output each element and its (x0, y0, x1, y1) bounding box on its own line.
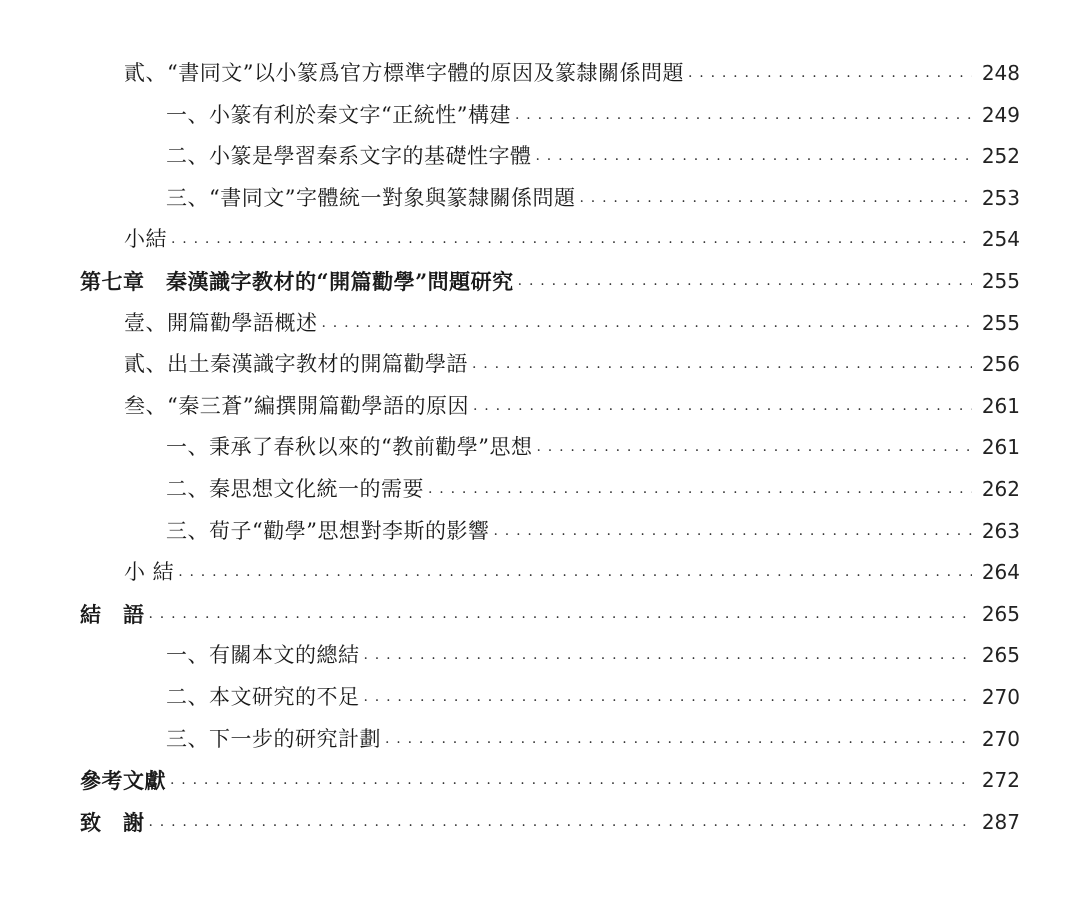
toc-chapter-entry[interactable] (0, 594, 1080, 636)
toc-entry-title: 二、本文研究的不足 (166, 684, 360, 709)
toc-entry-page: 263 (981, 518, 1020, 543)
dot-leader (515, 95, 972, 137)
toc-entry[interactable] (0, 511, 1080, 553)
toc-entry[interactable] (0, 303, 1080, 345)
toc-entry-page: 270 (981, 684, 1020, 709)
toc-entry[interactable] (0, 469, 1080, 511)
dot-leader (385, 719, 972, 761)
toc-entry-title: 小結 (124, 227, 167, 252)
toc-entry-title: 三、荀子“勸學”思想對李斯的影響 (166, 518, 490, 543)
toc-chapter-entry[interactable] (0, 802, 1080, 844)
toc-entry[interactable] (0, 552, 1080, 594)
toc-entry-page: 265 (981, 601, 1020, 626)
toc-entry-page: 272 (981, 768, 1020, 793)
toc-entry[interactable] (0, 53, 1080, 95)
toc-entry-page: 253 (981, 185, 1020, 210)
dot-leader (688, 53, 972, 95)
dot-leader (536, 427, 972, 469)
toc-entry-title: 一、有關本文的總結 (166, 643, 360, 668)
dot-leader (364, 677, 973, 719)
toc-entry[interactable] (0, 427, 1080, 469)
toc-entry-title: 一、秉承了春秋以來的“教前勸學”思想 (166, 435, 533, 460)
toc-entry[interactable] (0, 635, 1080, 677)
dot-leader (518, 261, 972, 303)
toc-entry-title: 貳、“書同文”以小篆爲官方標準字體的原因及篆隸關係問題 (124, 61, 684, 85)
dot-leader (170, 760, 972, 802)
toc-entry-title: 三、下一步的研究計劃 (166, 726, 381, 751)
toc-entry-title: 第七章 秦漢識字教材的“開篇勸學”問題研究 (80, 268, 514, 294)
toc-chapter-entry[interactable] (0, 760, 1080, 802)
toc-entry-title: 結 語 (80, 601, 145, 627)
toc-entry-page: 255 (981, 310, 1020, 335)
toc-entry-page: 270 (981, 726, 1020, 751)
toc-entry[interactable] (0, 95, 1080, 137)
toc-entry[interactable] (0, 677, 1080, 719)
toc-entry-title: 二、秦思想文化統一的需要 (166, 476, 424, 501)
toc-entry-page: 264 (981, 560, 1020, 585)
toc-entry-page: 248 (981, 61, 1020, 85)
toc-entry-page: 262 (981, 476, 1020, 501)
toc-entry[interactable] (0, 219, 1080, 261)
toc-entry[interactable] (0, 178, 1080, 220)
toc-entry-title: 壹、開篇勸學語概述 (124, 310, 318, 335)
toc-entry-page: 265 (981, 643, 1020, 668)
toc-entry-page: 254 (981, 227, 1020, 252)
toc-chapter-entry[interactable] (0, 261, 1080, 303)
toc-entry[interactable] (0, 136, 1080, 178)
toc-entry-title: 參考文獻 (80, 768, 166, 794)
dot-leader (473, 386, 972, 428)
toc-entry[interactable] (0, 344, 1080, 386)
dot-leader (364, 635, 973, 677)
toc-entry-title: 一、小篆有利於秦文字“正統性”構建 (166, 102, 511, 127)
dot-leader (536, 136, 973, 178)
table-of-contents (0, 53, 1080, 843)
toc-entry-page: 261 (981, 393, 1020, 418)
toc-entry-page: 261 (981, 435, 1020, 460)
dot-leader (322, 303, 973, 345)
toc-entry-page: 252 (981, 144, 1020, 169)
dot-leader (493, 511, 972, 553)
toc-entry-page: 287 (981, 809, 1020, 834)
toc-entry-page: 249 (981, 102, 1020, 127)
dot-leader (149, 594, 973, 636)
toc-entry-title: 小 結 (124, 560, 175, 585)
toc-entry-title: 二、小篆是學習秦系文字的基礎性字體 (166, 144, 532, 169)
dot-leader (428, 469, 972, 511)
toc-entry[interactable] (0, 719, 1080, 761)
dot-leader (579, 178, 972, 220)
dot-leader (178, 552, 972, 594)
toc-entry-page: 256 (981, 352, 1020, 377)
toc-entry-page: 255 (981, 268, 1020, 293)
toc-entry-title: 致 謝 (80, 809, 145, 835)
toc-entry-title: 貳、出土秦漢識字教材的開篇勸學語 (124, 352, 468, 377)
toc-entry-title: 三、“書同文”字體統一對象與篆隸關係問題 (166, 185, 576, 210)
dot-leader (472, 344, 972, 386)
toc-entry-title: 叁、“秦三蒼”編撰開篇勸學語的原因 (124, 393, 469, 418)
dot-leader (171, 219, 972, 261)
dot-leader (149, 802, 973, 844)
toc-entry[interactable] (0, 386, 1080, 428)
